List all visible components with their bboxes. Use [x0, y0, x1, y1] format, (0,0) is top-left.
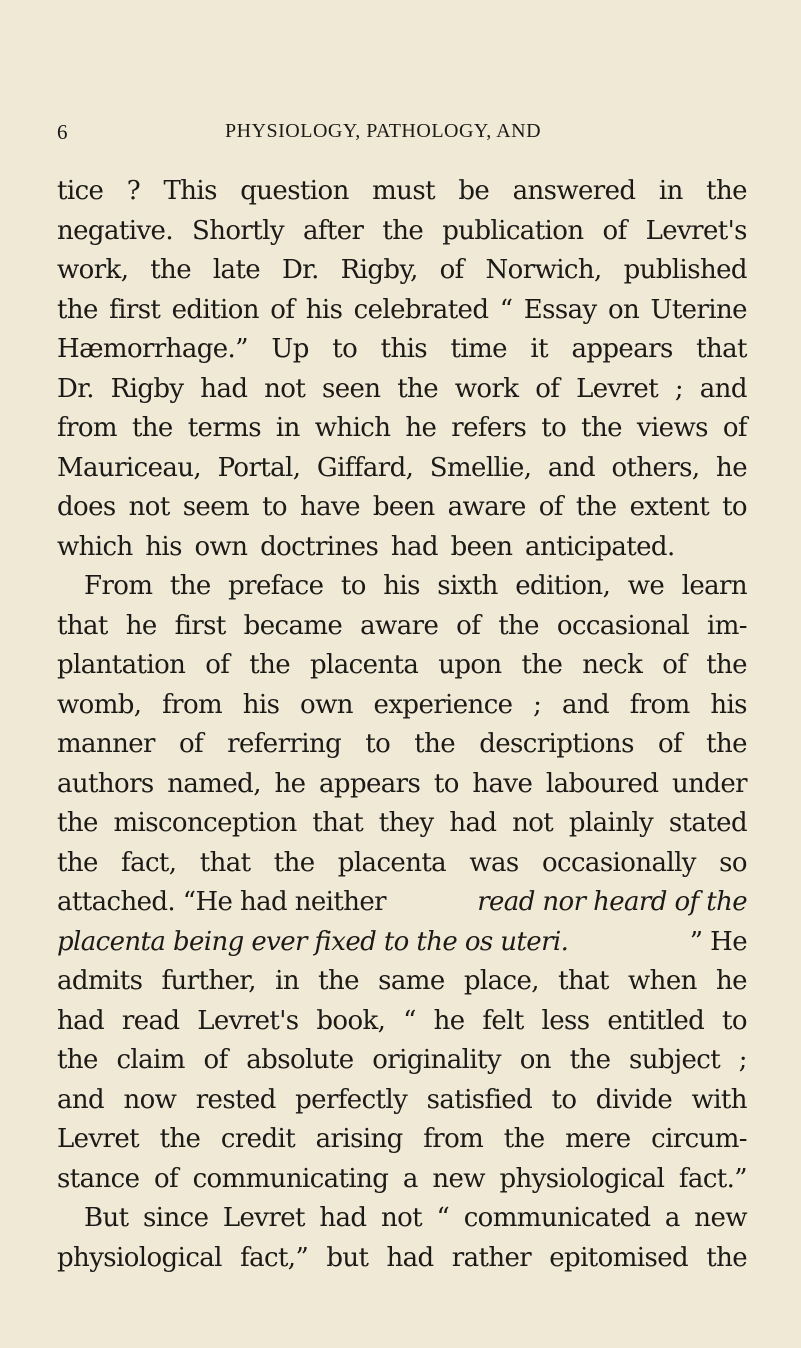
text-line: the first edition of his celebrated “ Essay on Uterine: [57, 294, 747, 325]
text-line-with-italic-quote: [57, 923, 747, 963]
text-line: tice ? This question must be answered in the: [57, 176, 747, 206]
text-line: stance of communicating a new physiological fact.”: [57, 1163, 747, 1194]
text-line: negative. Shortly after the publication of Levret's: [57, 215, 747, 246]
text-segment: ” He: [689, 926, 747, 957]
text-line: had read Levret's book, “ he felt less entitled to: [57, 1005, 747, 1036]
text-line: and now rested perfectly satisfied to divide with: [57, 1084, 747, 1115]
italic-quote-segment: read nor heard of the: [477, 887, 747, 917]
body-text: [57, 172, 747, 1278]
text-line: from the terms in which he refers to the views of: [57, 413, 747, 443]
text-line: the claim of absolute originality on the subject ;: [57, 1045, 747, 1075]
text-line-with-italic-quote: [57, 883, 747, 923]
text-line: Mauriceau, Portal, Giffard, Smellie, and others, he: [57, 452, 747, 483]
text-line: physiological fact,” but had rather epitomised the: [57, 1242, 747, 1273]
text-line: Hæmorrhage.” Up to this time it appears that: [57, 334, 747, 364]
italic-quote-segment: placenta being ever fixed to the os uteri.: [57, 926, 569, 957]
text-line: Levret the credit arising from the mere circum-: [57, 1124, 747, 1154]
running-title: PHYSIOLOGY, PATHOLOGY, AND: [225, 120, 542, 142]
text-line: Dr. Rigby had not seen the work of Levret ; and: [57, 373, 747, 404]
text-line: admits further, in the same place, that when he: [57, 966, 747, 996]
text-line: work, the late Dr. Rigby, of Norwich, published: [57, 255, 747, 285]
text-line: From the preface to his sixth edition, we learn: [84, 571, 747, 601]
text-line: womb, from his own experience ; and from his: [57, 689, 747, 720]
text-segment: attached. “He had neither: [57, 887, 386, 917]
text-line: which his own doctrines had been anticipated.: [57, 531, 675, 562]
text-line: authors named, he appears to have laboured under: [57, 768, 747, 799]
page-number: 6: [57, 120, 68, 144]
running-head: [57, 120, 747, 148]
text-line: the misconception that they had not plainly stated: [57, 808, 747, 838]
text-line: But since Levret had not “ communicated a new: [84, 1203, 747, 1233]
text-line: that he first became aware of the occasional im-: [57, 610, 747, 641]
text-line: manner of referring to the descriptions of the: [57, 729, 747, 759]
text-line: does not seem to have been aware of the extent to: [57, 492, 747, 522]
text-line: the fact, that the placenta was occasionally so: [57, 847, 747, 878]
text-line: plantation of the placenta upon the neck of the: [57, 650, 747, 680]
